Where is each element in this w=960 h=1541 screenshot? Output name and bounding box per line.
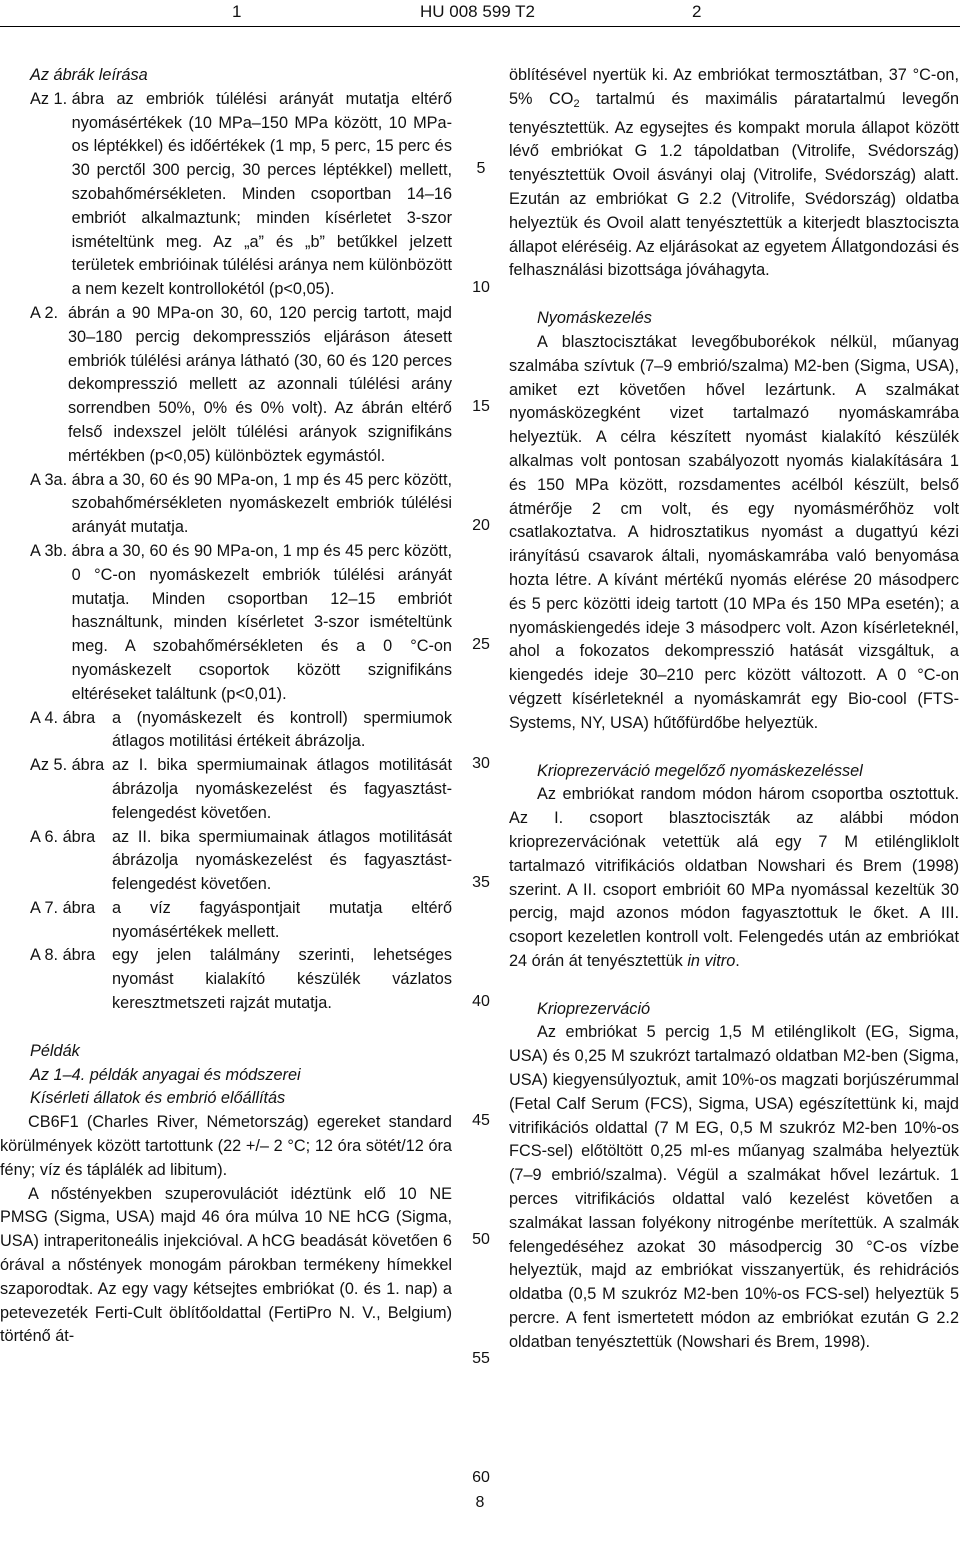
paragraph-mice: CB6F1 (Charles River, Németország) egereket standard körülmények között tartottunk (22 +/– 2 °C; 12 óra sötét/12 óra fény; víz és táplálék ad libitum).: [0, 1113, 452, 1179]
figure-8-label: A 8. ábra: [30, 946, 100, 965]
heading-pressure-treatment: Nyomáskezelés: [537, 309, 652, 328]
line-number: 30: [472, 755, 490, 772]
culture-text-b: tartalmú és maximális páratartalmú levegőn tenyésztettük. Az egysejtes és kompakt morula állapot között lévő embriókat G 1.2 tápoldatban (Vitrolife, Svédország) tenyésztettük Ovoil ásványi olaj (Vitrolife, Svédország) alatt. Ezután az embriókat G 2.2 (Vitrolife, Svédország) oldatba helyeztük és Ovoil alatt tenyésztettük a kiterjedt blasztociszta állapot eléréséig. Az eljárásokat az egyetem Állatgondozási és felhasználási bizottsága jóváhagyta.: [509, 89, 959, 280]
figure-6-label: A 6. ábra: [30, 827, 100, 846]
right-column: [509, 64, 959, 1355]
figure-1-text: ábra az embriók túlélési arányát mutatja eltérő nyomásértékek (10 MPa–150 MPa között, 10 MPa-os léptékkel) és időértékek (1 mp, 5 perc, 15 perc és 30 perctől 300 percig, 30 perces léptékkel) mellett, szobahőmérsékleten. Minden csoportban 14–16 embriót alkalmaztunk; minden kísérletet 3-szor ismételtünk meg. Az „a” és „b” betűkkel jelzett területek embrióinak túlélési aránya nem különbözött a nem kezelt kontrollokétól (p<0,05).: [71, 89, 452, 299]
examples-subheading-animals: Kísérleti állatok és embrió előállítás: [30, 1089, 286, 1108]
figure-6-description: [30, 826, 452, 897]
paragraph-cryopreservation: Az embriókat 5 percig 1,5 M etiléngIikolt (EG, Sigma, USA) és 0,25 M szukrózt tartalmazó oldatban M2-ben (Sigma, USA) kiegyensúlyoztuk, amit 10%-os magzati borjúszérummal (Fetal Calf Serum (FCS), Sigma, USA) egészítettünk ki, majd vitrifikációs oldattal (7 M EG, 0,5 M szukróz M2-ben 10%-os FCS-sel) előtöltött 0,25 ml-es műanyag szalmába helyeztük (7–9 embrió/szalma). Végül a szalmákat hővel lezártuk. 1 perces vitrifikációs oldattal való kezelést követően a szalmákat lassan folyékony nitrogénbe merítettük. A szalmák felengedéséhez azokat 30 másodpercig 30 °C-os vízbe helyeztük, majd az embriókat visszanyertük, és rehidrációs oldatba (0,5 M szukróz M2-ben 10%-os FCS-sel) helyeztük 5 percre. A fent ismertetett módon az embriókat ezután G 2.2 oldatban tenyésztettük (Nowshari és Brem, 1998).: [509, 1023, 959, 1351]
line-number: 5: [476, 160, 486, 177]
figure-2-label: A 2.: [30, 303, 63, 322]
figure-3b-text: ábra a 30, 60 és 90 MPa-on, 1 mp és 45 perc között, 0 °C-on nyomáskezelt embriók túlélési arányát mutatja. Minden csoportban 12–15 embriót használtunk, minden kísérletet 3-szor ismételtünk meg. A szobahőmérsékleten és a 0 °C-on nyomáskezelt csoportok között szignifikáns eltéréseket találtunk (p<0,01).: [71, 541, 452, 703]
patent-number: HU 008 599 T2: [420, 2, 535, 21]
line-number: 45: [472, 1112, 490, 1129]
figure-3a-label: A 3a.: [30, 470, 72, 489]
paragraph-superovulation: A nőstényekben szuperovulációt idéztünk elő 10 NE PMSG (Sigma, USA) majd 46 óra múlva 10 NE hCG (Sigma, USA) intraperitoneális injekcióval. A hCG beadását követően 6 órával a nőstények monogám párokban termékeny hímekkel szaporodtak. Az egy vagy kétsejtes embriókat (0. és 1. nap) a petevezeték Ferti-Cult öblítőoldattal (FertiPro N. V., Belgium) történő át-: [0, 1184, 452, 1346]
figure-1-description: [30, 88, 452, 302]
section-heading-figures: Az ábrák leírása: [30, 66, 148, 84]
left-column: [0, 64, 452, 1349]
heading-cryopreservation: Krioprezerváció: [537, 999, 651, 1018]
header-rule: [0, 26, 960, 27]
figure-5-text: az I. bika spermiumainak átlagos motilitását ábrázolja nyomáskezelést és fagyasztást-felengedést követően.: [112, 756, 452, 822]
line-number: 55: [472, 1350, 490, 1367]
figure-1-label: Az 1.: [30, 89, 72, 108]
figure-7-description: [30, 897, 452, 945]
figure-3b-description: [30, 540, 452, 707]
line-number: 10: [472, 279, 490, 296]
figure-3a-text: ábra a 30, 60 és 90 MPa-on, 1 mp és 45 perc között, szobahőmérsékleten nyomáskezelt embriók túlélési arányát mutatja.: [71, 470, 452, 537]
figure-7-text: a víz fagyáspontjait mutatja eltérő nyomásértékek mellett.: [112, 898, 452, 941]
figure-8-description: [30, 944, 452, 1015]
cryo-pre-text-a: Az embriókat random módon három csoportba osztottuk. Az I. csoport blasztociszták az alábbi módon krioprezervációnak vetettük alá egy 7 M etiléngliklolt tartalmazó vitrifikációs oldatban Nowshari és Brem (1998) szerint. A II. csoport embrióit 60 MPa nyomással kezeltük 30 percig, majd azonos módon fagyasztottuk le őket. A III. csoport kezeletlen kontroll volt. Felengedés után az embriókat 24 órán át tenyésztettük: [509, 785, 959, 970]
examples-subheading-materials: Az 1–4. példák anyagai és módszerei: [30, 1065, 301, 1084]
figure-5-label: Az 5. ábra: [30, 756, 109, 775]
culture-subscript: 2: [573, 97, 580, 110]
paragraph-cryopreservation-pretreatment: [509, 783, 959, 973]
line-number: 35: [472, 874, 490, 891]
figure-5-description: [30, 754, 452, 825]
page-number: 8: [475, 1494, 485, 1511]
paragraph-pressure-treatment: A blasztocisztákat levegőbuborékok nélkül, műanyag szalmába szívtuk (7–9 embrió/szalma) M2-ben (Sigma, USA), amiket ezt követően hővel lezártunk. A szalmákat nyomásközegként vizet tartalmazó nyomáskamrába helyeztük. A célra készített nyomást kialakító készülék alkalmas volt pontosan szabályozott nyomás kialakítására 1 és 150 MPa között, rozsdamentes acélból készült, belső átmérője 2 cm volt, és egy nyomásmérőhöz volt csatlakoztatva. A hidrosztatikus nyomást a dugattyú kézi irányítású csavarok általi, nyomáskamrába való benyomása hozta létre. A kívánt mértékű nyomás elérése 20 másodperc és 5 perc közötti ideig tartott (10 MPa és 150 MPa esetén); a nyomáskiengedés ideje 3 másodperc volt. Azon kísérleteknél, ahol a fokozatos dekompresszió hatását vizsgáltuk, a kiengedés ideje 30–210 perc között változott. A 0 °C-on végzett kísérleteknél a nyomáskamrát egy Bio-cool (FTS-Systems, NY, USA) hűtőfürdőbe helyeztük.: [509, 332, 959, 732]
line-number: 25: [472, 636, 490, 653]
line-number: 50: [472, 1231, 490, 1248]
figure-4-text: a (nyomáskezelt és kontroll) spermiumok átlagos motilitási értékeit ábrázolja.: [112, 708, 452, 751]
line-number: 20: [472, 517, 490, 534]
examples-heading: Példák: [30, 1041, 80, 1060]
figure-2-text: ábrán a 90 MPa-on 30, 60, 120 percig tartott, majd 30–180 percig dekompressziós eljáráson átesett embriók túlélési aránya látható (30, 60 és 120 perces dekompresszió mellett az azonnali túlélési arány sorrendben 50%, 0% és 0% volt). Az ábrán eltérő felső indexszel jelölt túlélési arányok szignifikáns mértékben (p<0,05) különböztek egymástól.: [68, 303, 452, 465]
figure-3a-description: [30, 469, 452, 540]
paragraph-culture: [509, 64, 959, 283]
figure-4-label: A 4. ábra: [30, 708, 100, 727]
figure-8-text: egy jelen találmány szerinti, lehetséges nyomást kialakító készülék vázlatos keresztmetszeti rajzát mutatja.: [112, 946, 452, 1013]
header-right-number: 2: [692, 2, 702, 21]
line-number: 60: [472, 1469, 490, 1486]
figure-7-label: A 7. ábra: [30, 898, 100, 917]
culture-text-a: öblítésével nyertük ki. Az embriókat termosztátban, 37 °C-on, 5% CO: [509, 66, 959, 108]
header-left-number: 1: [232, 2, 242, 21]
figure-3b-label: A 3b.: [30, 541, 72, 560]
line-number: 40: [472, 993, 490, 1010]
cryo-pre-text-b: .: [735, 951, 740, 970]
cryo-pre-italic: in vitro: [687, 951, 736, 970]
figure-4-description: [30, 707, 452, 755]
line-number: 15: [472, 398, 490, 415]
figure-6-text: az II. bika spermiumainak átlagos motilitását ábrázolja nyomáskezelést és fagyasztást-felengedést követően.: [112, 827, 452, 894]
heading-cryopreservation-pretreatment: Krioprezerváció megelőző nyomáskezeléssel: [537, 761, 863, 780]
figure-2-description: [30, 302, 452, 469]
